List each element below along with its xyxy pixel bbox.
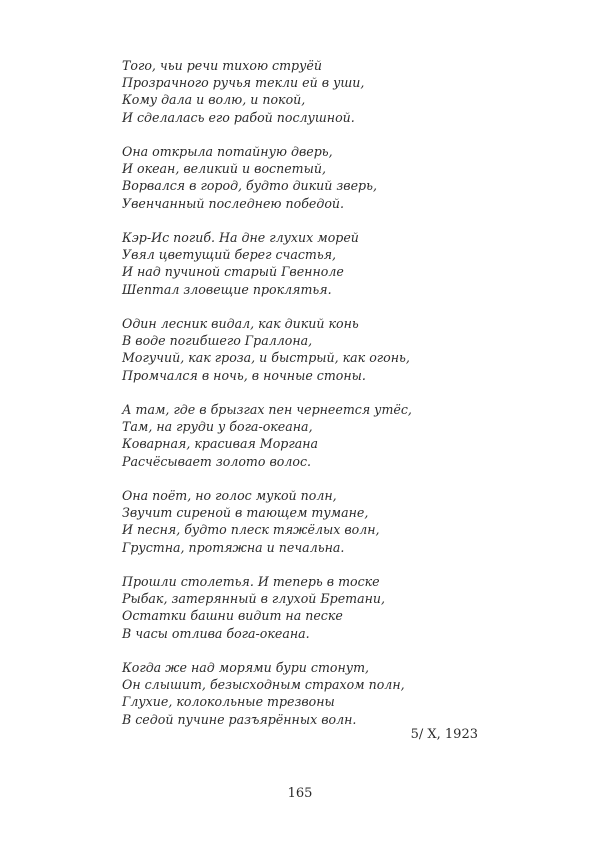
poem-line: Могучий, как гроза, и быстрый, как огонь, — [122, 350, 410, 366]
stanza — [122, 143, 482, 212]
poem-line: Глухие, колокольные трезвоны — [122, 694, 335, 710]
poem-line: Прошли столетья. И теперь в тоске — [122, 574, 380, 589]
poem-line: Кому дала и волю, и покой, — [122, 92, 306, 108]
poem-body — [122, 57, 482, 728]
poem-line: Когда же над морями бури стонут, — [122, 660, 370, 675]
poem-line: Грустна, протяжна и печальна. — [122, 539, 345, 555]
stanza — [122, 573, 482, 642]
page-number: 165 — [287, 786, 313, 801]
poem-line: Промчался в ночь, в ночные стоны. — [122, 367, 366, 383]
poem-line: Расчёсывает золото волос. — [122, 453, 312, 469]
poem-line: И сделалась его рабой послушной. — [122, 109, 355, 125]
poem-line: Она открыла потайную дверь, — [122, 144, 333, 159]
poem-line: Увял цветущий берег счастья, — [122, 247, 337, 263]
poem-line: Того, чьи речи тихою струёй — [122, 58, 322, 73]
poem-line: Кэр-Ис погиб. На дне глухих морей — [122, 230, 359, 245]
poem-date: 5/ X, 1923 — [410, 727, 478, 742]
stanza — [122, 57, 482, 126]
poem-line: В часы отлива бога-океана. — [122, 625, 310, 641]
poem-line: А там, где в брызгах пен чернеется утёс, — [122, 402, 412, 417]
poem-line: В воде погибшего Граллона, — [122, 333, 313, 349]
poem-line: В седой пучине разъярённых волн. — [122, 711, 357, 727]
poem-line: Остатки башни видит на песке — [122, 608, 343, 624]
stanza — [122, 659, 482, 728]
poem-line: Увенчанный последнею победой. — [122, 195, 345, 211]
poem-line: И над пучиной старый Гвенноле — [122, 264, 344, 280]
poem-line: Он слышит, безысходным страхом полн, — [122, 677, 405, 693]
poem-line: Один лесник видал, как дикий конь — [122, 316, 359, 331]
stanza — [122, 487, 482, 556]
stanza — [122, 401, 482, 470]
poem-line: Там, на груди у бога-океана, — [122, 419, 313, 435]
poem-line: Рыбак, затерянный в глухой Бретани, — [122, 591, 386, 607]
poem-line: Шептал зловещие проклятья. — [122, 281, 332, 297]
stanza — [122, 315, 482, 384]
poem-line: И океан, великий и воспетый, — [122, 161, 326, 177]
poem-line: Ворвался в город, будто дикий зверь, — [122, 178, 377, 194]
poem-line: Коварная, красивая Моргана — [122, 436, 319, 452]
poem-line: Прозрачного ручья текли ей в уши, — [122, 75, 365, 91]
stanza — [122, 229, 482, 298]
poem-line: И песня, будто плеск тяжёлых волн, — [122, 522, 380, 538]
poem-line: Она поёт, но голос мукой полн, — [122, 488, 337, 503]
poem-line: Звучит сиреной в тающем тумане, — [122, 505, 369, 521]
